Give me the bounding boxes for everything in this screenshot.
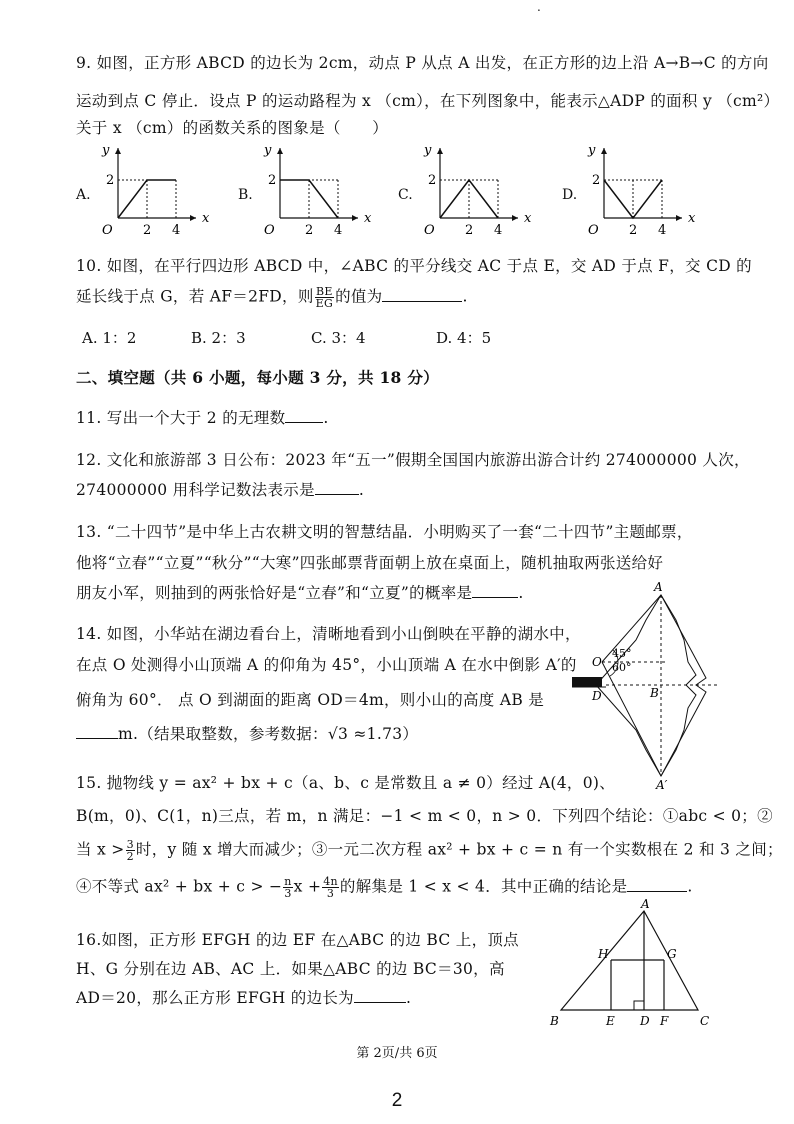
q9-graph-d xyxy=(580,140,696,245)
q16-line3 xyxy=(76,988,411,1008)
q11-end: . xyxy=(323,409,329,427)
x-tick-2: 2 xyxy=(629,223,638,238)
origin-label: O xyxy=(424,223,435,238)
q16-line2: H、G 分别在边 AB、AC 上．如果△ABC 的边 BC＝30，高 xyxy=(76,960,505,978)
x-axis-label: x xyxy=(364,211,372,226)
q15-line3 xyxy=(76,839,783,862)
q13-line2: 他将“立春”“立夏”“秋分”“大寒”四张邮票背面朝上放在桌面上，随机抽取两张送给好 xyxy=(76,554,664,572)
q12-end: . xyxy=(358,481,365,499)
q14-label-a: A xyxy=(654,580,663,594)
q13-text: 朋友小军，则抽到的两张恰好是“立春”和“立夏”的概率是 xyxy=(76,584,473,602)
x-tick-4: 4 xyxy=(658,223,667,238)
q15-line2: B(m，0)、C(1，n)三点，若 m，n 满足：−1 < m < 0，n > 0．下列四个结论：①abc < 0；② xyxy=(76,807,773,825)
x-axis-arrow-icon xyxy=(676,215,682,221)
q16-label-h: H xyxy=(598,947,609,961)
q16-label-c: C xyxy=(700,1014,710,1028)
q10-frac-num: BE xyxy=(315,285,333,298)
q16-label-g: G xyxy=(667,947,677,961)
q14-line4 xyxy=(76,724,418,744)
q10-line2-end: . xyxy=(462,287,468,306)
x-axis-label: x xyxy=(688,211,696,226)
q14-label-o: O xyxy=(592,655,602,669)
y-axis-label: y xyxy=(588,143,596,158)
x-axis-arrow-icon xyxy=(352,215,358,221)
q15-frac1-num: n xyxy=(284,875,292,888)
q16-label-f: F xyxy=(660,1014,669,1028)
origin-label: O xyxy=(264,223,275,238)
section2-title: 二、填空题（共 6 小题，每小题 3 分，共 18 分） xyxy=(76,368,439,387)
y-tick-2: 2 xyxy=(592,173,601,188)
x-tick-2: 2 xyxy=(305,223,314,238)
x-tick-2: 2 xyxy=(465,223,474,238)
x-tick-4: 4 xyxy=(334,223,343,238)
q9-line1: 9. 如图，正方形 ABCD 的边长为 2cm，动点 P 从点 A 出发，在正方形的边上沿 A→B→C 的方向 xyxy=(76,54,769,72)
footer-page: 第 2页/共 6页 xyxy=(356,1046,438,1061)
x-axis-label: x xyxy=(202,211,210,226)
q9-option-label-c: C. xyxy=(398,187,413,203)
q15-frac-den: 2 xyxy=(126,850,134,863)
q13-line3 xyxy=(76,583,524,603)
q10-option-c: C. 3：4 xyxy=(311,329,366,347)
y-axis-arrow-icon xyxy=(437,148,443,154)
q14-angle-60: 60° xyxy=(612,661,632,674)
q9-option-label-a: A. xyxy=(76,187,91,203)
y-axis-label: y xyxy=(424,143,432,158)
q15-line4 xyxy=(76,876,693,899)
q16-end: . xyxy=(405,989,412,1007)
y-tick-2: 2 xyxy=(268,173,277,188)
q15-line4-b: x + xyxy=(293,877,322,896)
x-tick-4: 4 xyxy=(494,223,503,238)
y-axis-arrow-icon xyxy=(601,148,607,154)
q12-answer-blank[interactable] xyxy=(315,480,359,495)
q15-frac2-num: 4n xyxy=(323,875,338,888)
q15-line3-b: 时，y 随 x 增大而减少；③一元二次方程 ax² + bx + c = n 有一个实数根在 2 和 3 之间； xyxy=(135,840,783,859)
q15-frac-num: 3 xyxy=(126,838,134,851)
q10-answer-blank[interactable] xyxy=(382,287,462,302)
q16-label-e: E xyxy=(606,1014,615,1028)
q9-line3: 关于 x （cm）的函数关系的图象是（ ） xyxy=(76,119,389,137)
q10-option-d: D. 4：5 xyxy=(436,329,492,347)
q10-line2-tail: 的值为 xyxy=(335,287,383,306)
q9-option-label-d: D. xyxy=(562,187,578,203)
q10-frac-den: EG xyxy=(315,297,334,310)
q14-line4-text: m.（结果取整数，参考数据：√3 ≈1.73） xyxy=(118,725,419,743)
footer-number: 2 xyxy=(391,1090,403,1111)
q16-label-b: B xyxy=(550,1014,559,1028)
origin-label: O xyxy=(588,223,599,238)
q13-answer-blank[interactable] xyxy=(472,583,518,598)
q11-answer-blank[interactable] xyxy=(285,408,323,423)
q16-line1: 16.如图，正方形 EFGH 的边 EF 在△ABC 的边 BC 上，顶点 xyxy=(76,931,519,949)
y-tick-2: 2 xyxy=(106,173,115,188)
q14-line3: 俯角为 60°． 点 O 到湖面的距离 OD＝4m，则小山的高度 AB 是 xyxy=(76,691,545,709)
q16-answer-blank[interactable] xyxy=(354,988,406,1003)
q9-graph-a xyxy=(94,140,210,245)
q15-frac-n-3 xyxy=(283,876,292,899)
x-axis-arrow-icon xyxy=(190,215,196,221)
q15-end: . xyxy=(687,877,693,896)
q9-graph-b xyxy=(256,140,372,245)
x-tick-4: 4 xyxy=(172,223,181,238)
q14-line1: 14. 如图，小华站在湖边看台上，清晰地看到小山倒映在平静的湖水中， xyxy=(76,625,581,643)
q9-line2: 运动到点 C 停止．设点 P 的运动路程为 x （cm），在下列图象中，能表示△ADP 的面积 y （cm²） xyxy=(76,92,780,110)
q15-frac-3-2 xyxy=(126,839,135,862)
q15-line1: 15. 抛物线 y = ax² + bx + c（a、b、c 是常数且 a ≠ 0）经过 A(4，0)、 xyxy=(76,774,616,792)
y-axis-label: y xyxy=(102,143,110,158)
q13-line1: 13. “二十四节”是中华上古农耕文明的智慧结晶．小明购买了一套“二十四节”主题邮票， xyxy=(76,523,693,541)
q10-option-b: B. 2：3 xyxy=(191,329,246,347)
q13-end: . xyxy=(518,584,524,602)
q14-label-b: B xyxy=(650,686,659,700)
q14-label-d: D xyxy=(592,689,602,703)
q10-line2 xyxy=(76,286,468,309)
q15-answer-blank[interactable] xyxy=(627,877,687,892)
q10-option-a: A. 1：2 xyxy=(82,329,137,347)
q12-text: 274000000 用科学记数法表示是 xyxy=(76,481,315,499)
q15-line3-a: 当 x > xyxy=(76,840,125,859)
x-axis-label: x xyxy=(524,211,532,226)
origin-label: O xyxy=(102,223,113,238)
q12-line2 xyxy=(76,480,364,500)
q16-figure xyxy=(546,898,716,1033)
x-axis-arrow-icon xyxy=(512,215,518,221)
q16-text: AD＝20，那么正方形 EFGH 的边长为 xyxy=(76,989,354,1007)
q15-frac-4n-3 xyxy=(322,876,339,899)
q11-line xyxy=(76,408,329,428)
x-tick-2: 2 xyxy=(143,223,152,238)
q15-frac2-den: 3 xyxy=(326,887,335,900)
q10-fraction xyxy=(315,286,334,309)
q14-angle-45: 45° xyxy=(612,647,632,660)
q16-label-d: D xyxy=(640,1014,650,1028)
q9-graph-c xyxy=(416,140,532,245)
y-axis-arrow-icon xyxy=(115,148,121,154)
q15-line4-c: 的解集是 1 < x < 4．其中正确的结论是 xyxy=(339,877,628,896)
y-axis-label: y xyxy=(264,143,272,158)
q10-line1: 10. 如图，在平行四边形 ABCD 中，∠ABC 的平分线交 AC 于点 E，交 AD 于点 F，交 CD 的 xyxy=(76,257,752,275)
q10-line2-text: 延长线于点 G，若 AF＝2FD，则 xyxy=(76,287,314,306)
q16-label-a: A xyxy=(641,897,650,911)
q9-option-label-b: B. xyxy=(238,187,253,203)
q14-line2: 在点 O 处测得小山顶端 A 的仰角为 45°，小山顶端 A 在水中倒影 A′的 xyxy=(76,656,577,674)
y-axis-arrow-icon xyxy=(277,148,283,154)
q15-frac1-den: 3 xyxy=(284,887,292,900)
q12-line1: 12. 文化和旅游部 3 日公布：2023 年“五一”假期全国国内旅游出游合计约 274000000 人次， xyxy=(76,451,750,469)
q15-line4-a: ④不等式 ax² + bx + c > − xyxy=(76,877,283,896)
q14-label-a-prime: A′ xyxy=(656,778,668,792)
q14-answer-blank[interactable] xyxy=(76,724,118,739)
header-dot: . xyxy=(537,0,541,14)
y-tick-2: 2 xyxy=(428,173,437,188)
q11-text: 11. 写出一个大于 2 的无理数 xyxy=(76,409,286,427)
